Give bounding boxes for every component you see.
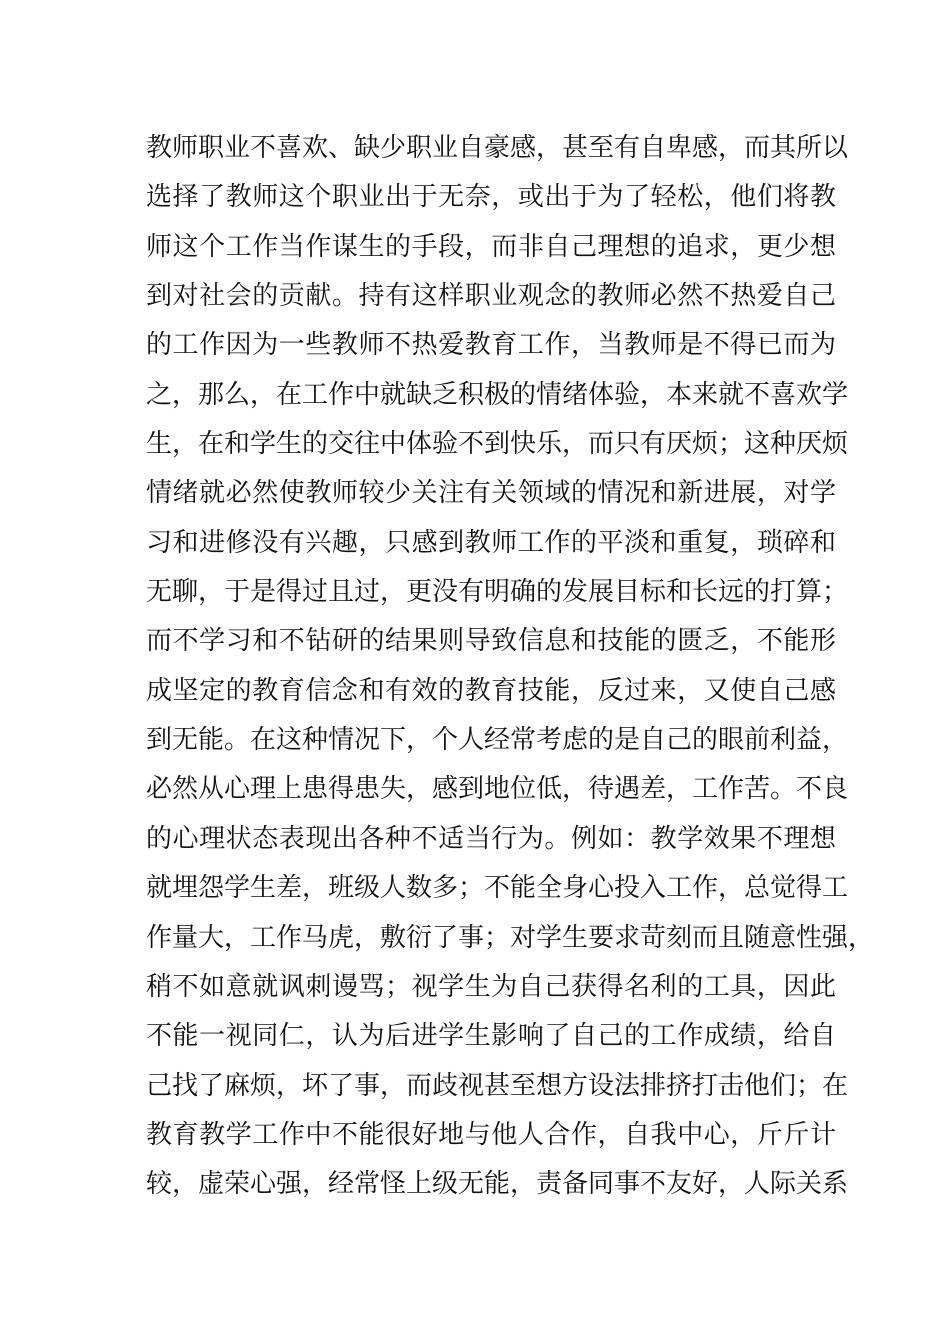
text-line: 无聊，于是得过且过，更没有明确的发展目标和长远的打算； bbox=[146, 577, 849, 608]
body-paragraph bbox=[146, 124, 875, 1210]
text-line: 到无能。在这种情况下，个人经常考虑的是自己的眼前利益， bbox=[146, 725, 849, 756]
text-line: 而不学习和不钻研的结果则导致信息和技能的匮乏，不能形 bbox=[146, 626, 836, 657]
text-line: 成坚定的教育信念和有效的教育技能，反过来，又使自己感 bbox=[146, 675, 836, 706]
text-line: 稍不如意就讽刺谩骂；视学生为自己获得名利的工具，因此 bbox=[146, 971, 836, 1002]
text-line: 的工作因为一些教师不热爱教育工作，当教师是不得已而为 bbox=[146, 330, 836, 361]
text-line: 较，虚荣心强，经常怪上级无能，责备同事不友好，人际关系 bbox=[146, 1169, 849, 1200]
text-line: 选择了教师这个职业出于无奈，或出于为了轻松，他们将教 bbox=[146, 182, 836, 213]
text-line: 就埋怨学生差，班级人数多；不能全身心投入工作，总觉得工 bbox=[146, 873, 849, 904]
text-line: 习和进修没有兴趣，只感到教师工作的平淡和重复，琐碎和 bbox=[146, 527, 836, 558]
text-line: 师这个工作当作谋生的手段，而非自己理想的追求，更少想 bbox=[146, 231, 836, 262]
text-line: 情绪就必然使教师较少关注有关领域的情况和新进展，对学 bbox=[146, 478, 836, 509]
text-line: 教师职业不喜欢、缺少职业自豪感，甚至有自卑感，而其所以 bbox=[146, 133, 849, 163]
text-line: 到对社会的贡献。持有这样职业观念的教师必然不热爱自己 bbox=[146, 281, 836, 312]
text-line: 己找了麻烦，坏了事，而歧视甚至想方设法排挤打击他们；在 bbox=[146, 1070, 849, 1101]
text-line: 之，那么，在工作中就缺乏积极的情绪体验，本来就不喜欢学 bbox=[146, 379, 849, 410]
text-line: 生，在和学生的交往中体验不到快乐，而只有厌烦；这种厌烦 bbox=[146, 429, 849, 460]
text-line: 不能一视同仁，认为后进学生影响了自己的工作成绩，给自 bbox=[146, 1021, 836, 1052]
text-line: 作量大，工作马虎，敷衍了事；对学生要求苛刻而且随意性强， bbox=[146, 922, 875, 953]
text-line: 教育教学工作中不能很好地与他人合作，自我中心，斤斤计 bbox=[146, 1119, 836, 1150]
text-line: 的心理状态表现出各种不适当行为。例如：教学效果不理想 bbox=[146, 823, 836, 854]
text-line: 必然从心理上患得患失，感到地位低，待遇差，工作苦。不良 bbox=[146, 774, 849, 805]
